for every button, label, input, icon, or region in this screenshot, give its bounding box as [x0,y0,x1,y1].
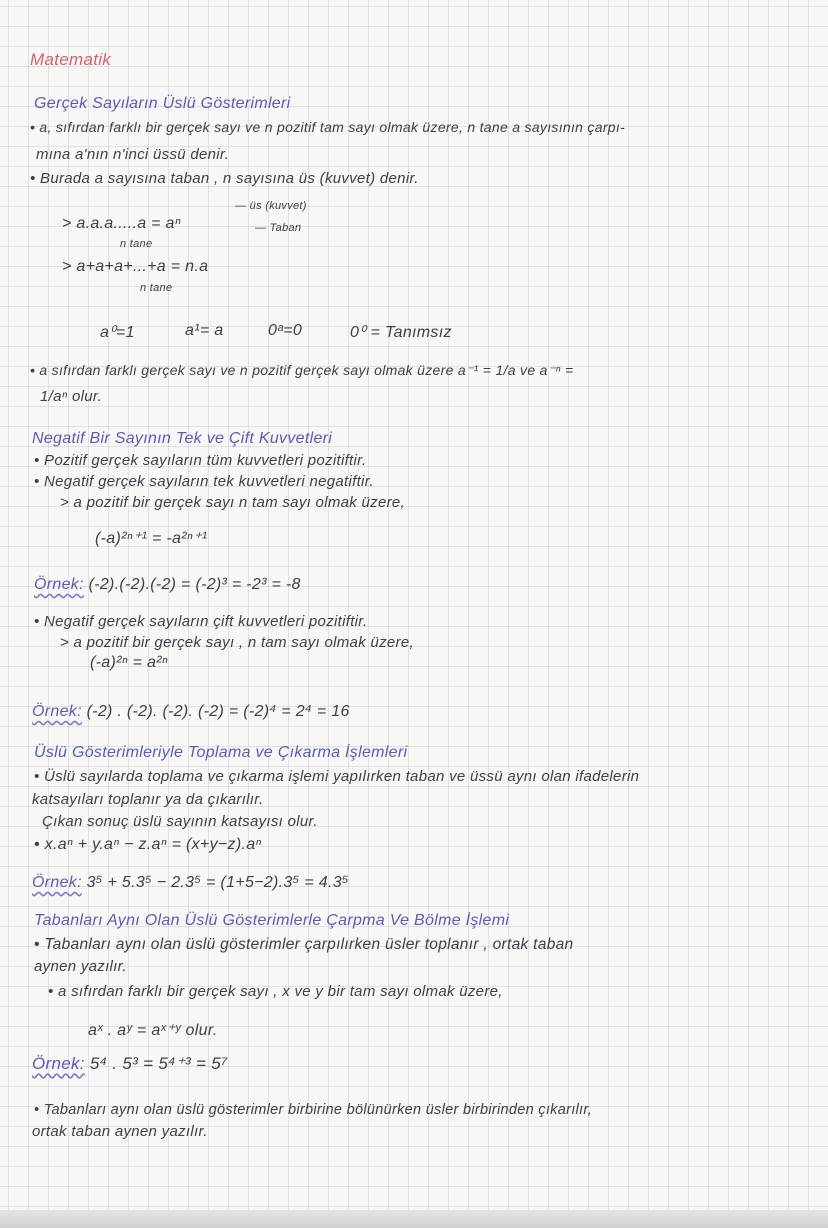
section-heading-negative-powers: Negatif Bir Sayının Tek ve Çift Kuvvetleri [32,430,333,447]
formula-coefficients: • x.aⁿ + y.aⁿ − z.aⁿ = (x+y−z).aⁿ [34,836,262,853]
note-line: • a sıfırdan farklı bir gerçek sayı , x ve y bir tam sayı olmak üzere, [48,983,503,1000]
note-line: • a, sıfırdan farklı bir gerçek sayı ve n pozitif tam sayı olmak üzere, n tane a sayısının çarpı- [30,119,626,135]
example-text: (-2) . (-2). (-2). (-2) = (-2)⁴ = 2⁴ = 16 [81,703,350,720]
formula-sum: > a+a+a+...+a = n.a [62,258,209,275]
note-line: katsayıları toplanır ya da çıkarılır. [32,791,264,808]
formula-odd-power: (-a)²ⁿ⁺¹ = -a²ⁿ⁺¹ [95,530,208,547]
example-label: Örnek: [32,1054,85,1073]
note-line: Çıkan sonuç üslü sayının katsayısı olur. [42,813,318,830]
example-text: 3⁵ + 5.3⁵ − 2.3⁵ = (1+5−2).3⁵ = 4.3⁵ [81,874,349,891]
note-line: ortak taban aynen yazılır. [32,1123,208,1140]
example-label: Örnek: [32,703,82,720]
note-line: > a pozitif bir gerçek sayı , n tam sayı olmak üzere, [60,634,414,651]
identity: 0ᵃ=0 [268,322,303,339]
page-edge [0,1210,828,1228]
example-line [34,576,301,594]
note-line: • a sıfırdan farklı gerçek sayı ve n pozitif gerçek sayı olmak üzere a⁻¹ = 1/a ve a⁻ⁿ = [30,362,574,378]
formula-product: > a.a.a.....a = aⁿ [62,215,181,232]
note-line: • Negatif gerçek sayıların tek kuvvetleri negatiftir. [34,473,374,490]
formula-underbrace-label: n tane [140,282,173,294]
note-line: • Üslü sayılarda toplama ve çıkarma işlemi yapılırken taban ve üssü aynı olan ifadelerin [34,768,640,785]
formula-label: — üs (kuvvet) [235,200,307,212]
example-label: Örnek: [32,874,82,891]
formula-even-power: (-a)²ⁿ = a²ⁿ [90,654,168,671]
identity: 0⁰ = Tanımsız [350,324,452,341]
note-line: • Negatif gerçek sayıların çift kuvvetleri pozitiftir. [34,613,368,630]
example-label: Örnek: [34,576,84,593]
identity: a¹= a [185,322,224,339]
page-title: Matematik [30,50,112,69]
example-text: (-2).(-2).(-2) = (-2)³ = -2³ = -8 [83,576,301,593]
formula-underbrace-label: n tane [120,238,153,250]
note-line: > a pozitif bir gerçek sayı n tam sayı olmak üzere, [60,494,406,511]
formula-label: — Taban [255,222,302,234]
section-heading-addition-subtraction: Üslü Gösterimleriyle Toplama ve Çıkarma İşlemleri [34,744,408,761]
example-line [32,874,349,892]
section-heading-real-exponents: Gerçek Sayıların Üslü Gösterimleri [34,95,291,112]
identity: a⁰=1 [100,324,135,341]
example-line [32,1054,228,1074]
example-line [32,703,350,721]
formula-product-rule: aˣ . aʸ = aˣ⁺ʸ olur. [88,1022,218,1039]
section-heading-multiplication-division: Tabanları Aynı Olan Üslü Gösterimlerle Çarpma Ve Bölme İşlemi [34,912,510,929]
example-text: 5⁴ . 5³ = 5⁴⁺³ = 5⁷ [84,1054,228,1073]
note-line: mına a'nın n'inci üssü denir. [36,146,230,163]
note-line: aynen yazılır. [34,958,127,975]
note-line: • Tabanları aynı olan üslü gösterimler çarpılırken üsler toplanır , ortak taban [34,936,574,953]
note-line: • Pozitif gerçek sayıların tüm kuvvetleri pozitiftir. [34,452,367,469]
note-line: 1/aⁿ olur. [40,388,103,405]
note-line: • Tabanları aynı olan üslü gösterimler birbirine bölünürken üsler birbirinden çıkarılır, [34,1102,593,1118]
note-line: • Burada a sayısına taban , n sayısına üs (kuvvet) denir. [30,170,419,187]
